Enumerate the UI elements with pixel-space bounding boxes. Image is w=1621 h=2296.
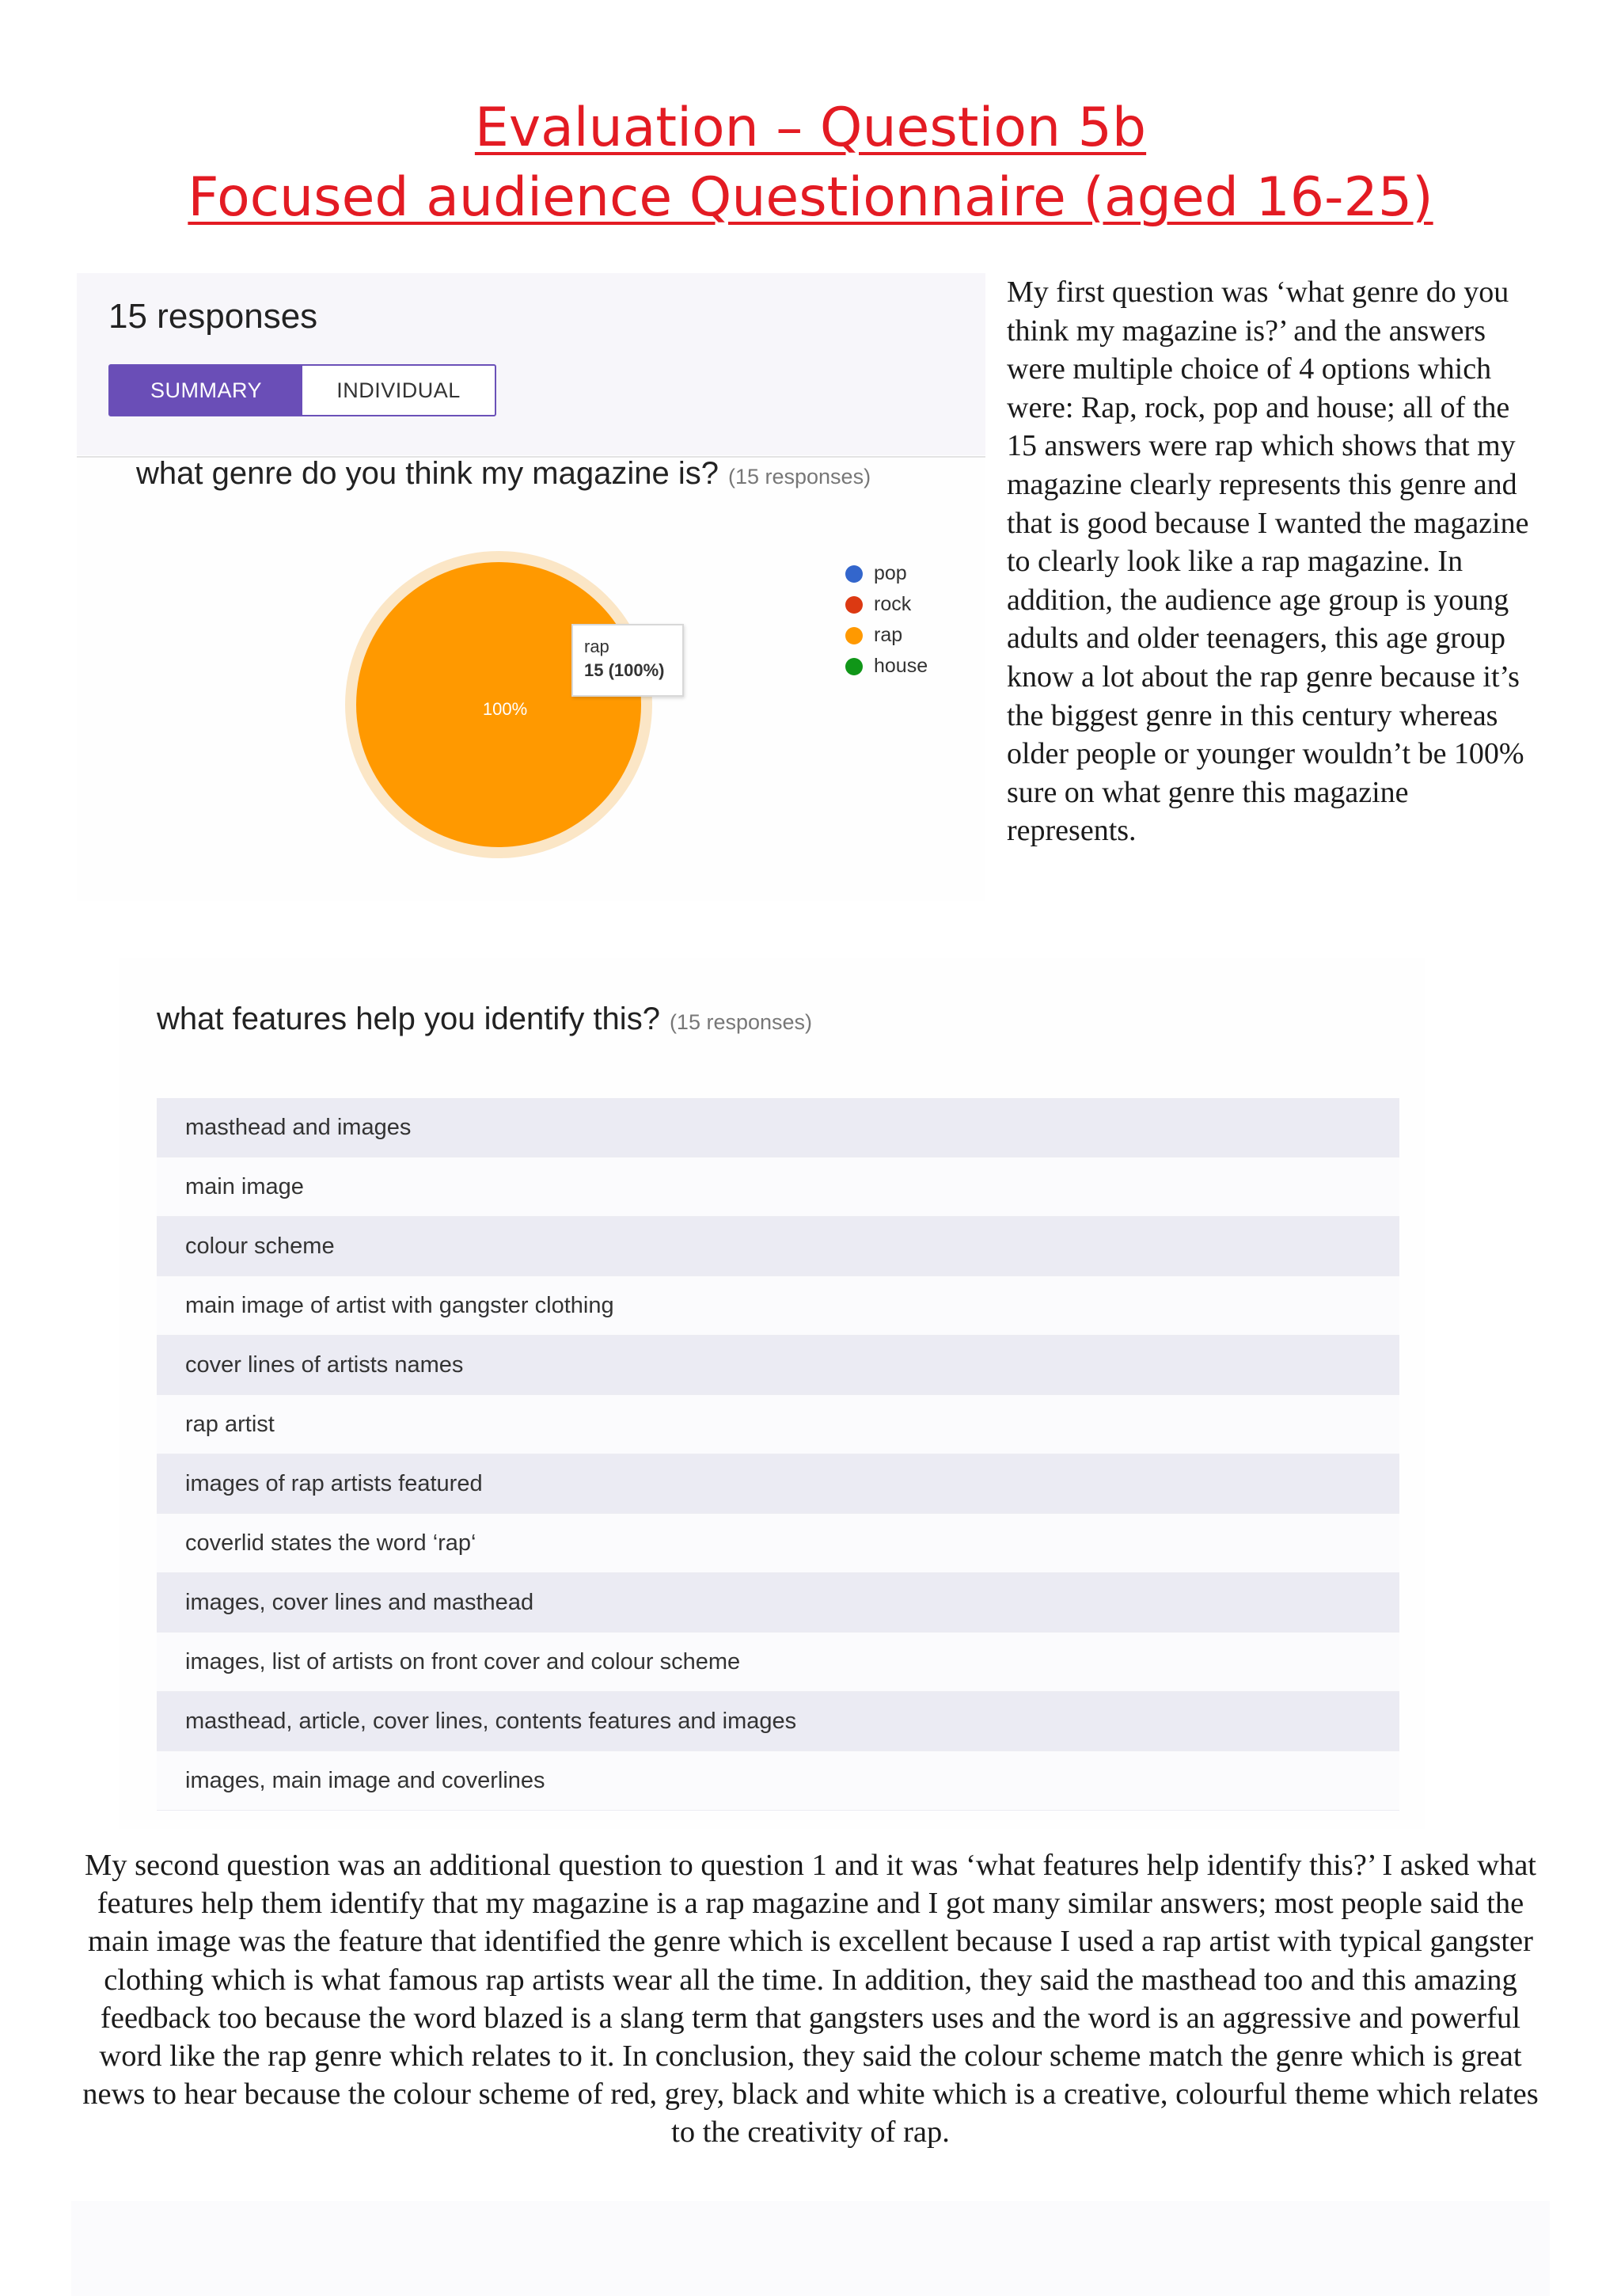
feature-answers-list bbox=[157, 1098, 1399, 1811]
tooltip-value: 15 (100%) bbox=[584, 660, 665, 680]
pie-slice-label: 100% bbox=[482, 699, 528, 719]
responses-count: 15 responses bbox=[108, 297, 318, 336]
title-line-1: Evaluation – Question 5b bbox=[474, 97, 1147, 159]
legend-item-rap bbox=[845, 620, 928, 651]
chart-legend bbox=[845, 558, 928, 682]
legend-item-pop bbox=[845, 558, 928, 589]
tooltip-label: rap bbox=[584, 637, 609, 656]
legend-label: rap bbox=[874, 624, 903, 646]
legend-swatch bbox=[845, 658, 863, 675]
list-item: masthead, article, cover lines, contents features and images bbox=[157, 1692, 1399, 1751]
question-1-text: what genre do you think my magazine is? bbox=[136, 456, 719, 491]
legend-item-house bbox=[845, 651, 928, 682]
legend-label: rock bbox=[874, 593, 912, 615]
list-item: main image bbox=[157, 1158, 1399, 1217]
tab-summary[interactable]: SUMMARY bbox=[110, 366, 302, 415]
question-1-count: (15 responses) bbox=[727, 465, 871, 488]
list-item: images, main image and coverlines bbox=[157, 1751, 1399, 1811]
paragraph-1: My first question was ‘what genre do you think my magazine is?’ and the answers were multiple choice of 4 options which were: Rap, rock, pop and house; all of the 15 answers were rap which shows that my magazine clearly represents this genre and that is good because I wanted the magazine to clearly look like a rap magazine. In addition, the audience age group is young adults and older teenagers, this age group know a lot about the rap genre because it’s the biggest genre in this century whereas older people or younger wouldn’t be 100% sure on what genre this magazine represents. bbox=[1007, 276, 1529, 848]
legend-label: pop bbox=[874, 562, 907, 584]
paragraph-2: My second question was an additional question to question 1 and it was ‘what features help identify this?’ I asked what features help them identify that my magazine is a rap magazine and I got many similar answers; most people said the main image was the feature that identified the genre which is excellent because I used a rap artist with typical gangster clothing which is what famous rap artists wear all the time. In addition, they said the masthead too and this amazing feedback too because the word blazed is a slang term that gangsters uses and the word is an aggressive and powerful word like the rap genre which relates to it. In conclusion, they said the colour scheme match the genre which is great news to hear because the colour scheme of red, grey, black and white which is a creative, colourful theme which relates to the creativity of rap. bbox=[82, 1849, 1539, 2150]
legend-swatch bbox=[845, 596, 863, 614]
tab-individual[interactable]: INDIVIDUAL bbox=[336, 378, 461, 402]
list-item: rap artist bbox=[157, 1395, 1399, 1454]
question-1-title bbox=[136, 456, 871, 492]
genre-pie-chart bbox=[340, 546, 657, 863]
list-item: images of rap artists featured bbox=[157, 1454, 1399, 1514]
list-item: images, cover lines and masthead bbox=[157, 1573, 1399, 1633]
legend-swatch bbox=[845, 627, 863, 644]
title-line-2: Focused audience Questionnaire (aged 16-25) bbox=[188, 166, 1433, 229]
list-item: main image of artist with gangster clothing bbox=[157, 1276, 1399, 1336]
list-item: images, list of artists on front cover and colour scheme bbox=[157, 1633, 1399, 1692]
responses-summary-panel bbox=[77, 273, 985, 455]
page-title bbox=[0, 93, 1621, 233]
pie-tooltip bbox=[571, 624, 684, 697]
list-item: masthead and images bbox=[157, 1098, 1399, 1158]
legend-swatch bbox=[845, 565, 863, 583]
legend-label: house bbox=[874, 655, 928, 677]
list-item: cover lines of artists names bbox=[157, 1336, 1399, 1395]
view-tabs bbox=[108, 364, 496, 416]
page-bottom-shade bbox=[71, 2201, 1550, 2296]
question-2-title bbox=[157, 1002, 812, 1037]
legend-item-rock bbox=[845, 589, 928, 620]
question-2-text: what features help you identify this? bbox=[157, 1002, 660, 1036]
list-item: coverlid states the word ‘rap‘ bbox=[157, 1514, 1399, 1573]
list-item: colour scheme bbox=[157, 1217, 1399, 1276]
question-2-count: (15 responses) bbox=[669, 1010, 813, 1034]
